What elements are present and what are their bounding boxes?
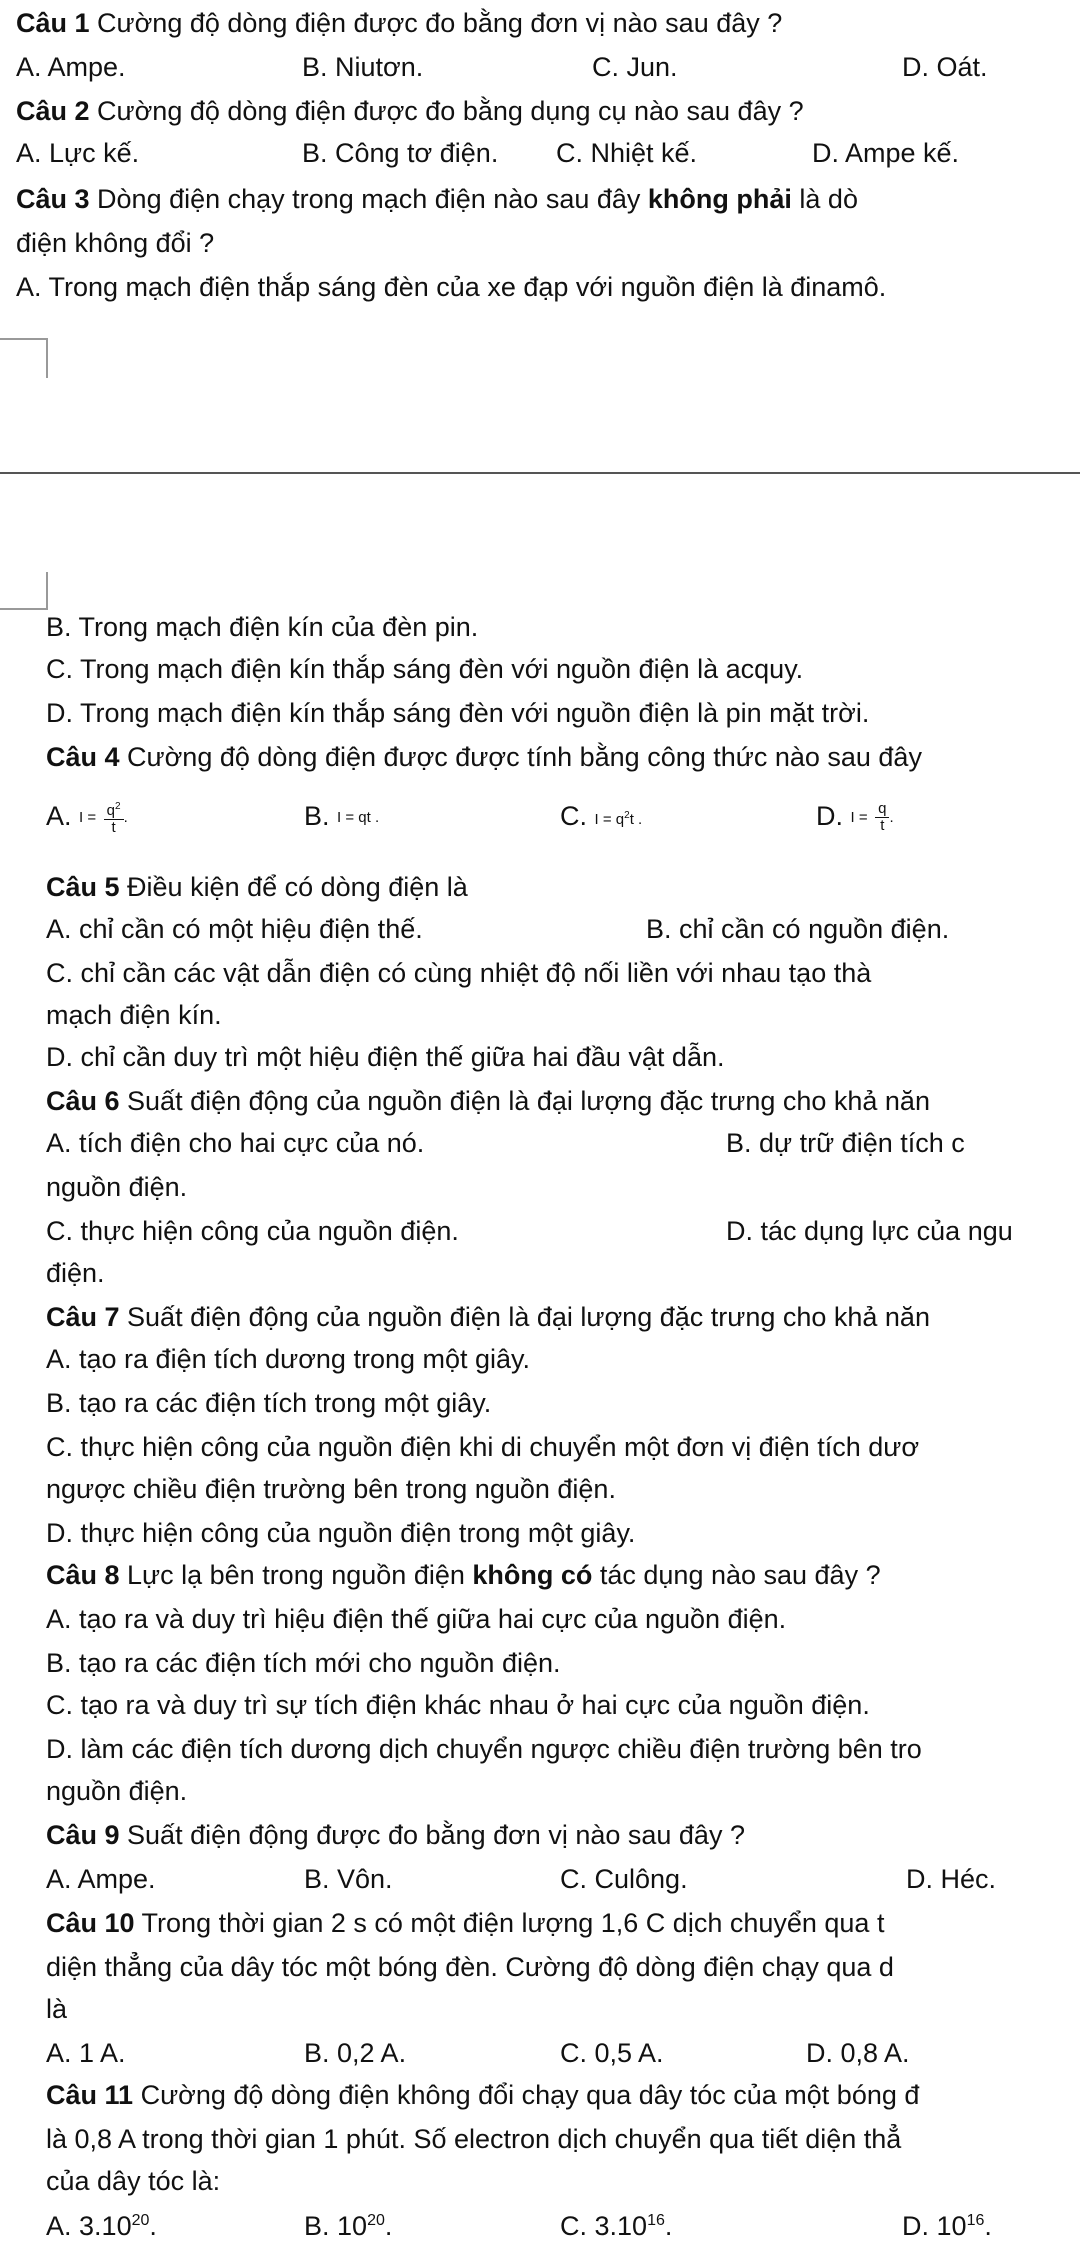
option-a: A. tạo ra và duy trì hiệu điện thế giữa hai cực của nguồn điện. (46, 1604, 787, 1634)
option-c: C. Jun. (592, 52, 678, 82)
option-a: A. Trong mạch điện thắp sáng đèn của xe đạp với nguồn điện là đinamô. (16, 272, 887, 302)
question-text: Cường độ dòng điện được đo bằng đơn vị nào sau đây ? (89, 8, 783, 38)
question-text-end: tác dụng nào sau đây ? (592, 1560, 881, 1590)
question-text: Dòng điện chạy trong mạch điện nào sau đây (89, 184, 648, 214)
option-d: D. $10^{16}$. (902, 2211, 992, 2241)
option-d: D. chỉ cần duy trì một hiệu điện thế giữa hai đầu vật dẫn. (46, 1042, 725, 1072)
question-text: Suất điện động được đo bằng đơn vị nào sau đây ? (119, 1820, 745, 1850)
question-text: Lực lạ bên trong nguồn điện (119, 1560, 473, 1590)
option-d: D. làm các điện tích dương dịch chuyển ngược chiều điện trường bên tro (46, 1734, 922, 1764)
question-3 (16, 182, 858, 216)
option-a: A. I = $\frac{q^2}{t}$ . (46, 801, 128, 837)
option-label: C. (560, 801, 587, 832)
fraction (875, 801, 889, 834)
option-c (560, 796, 642, 840)
option-a: A. Ampe. (16, 52, 126, 82)
option-d: D. I = $\frac{q}{t}$ . (816, 800, 894, 835)
question-text: Điều kiện để có dòng điện là (119, 872, 468, 902)
option-b: B. chỉ cần có nguồn điện. (646, 914, 950, 944)
option-d: D. Héc. (906, 1864, 997, 1894)
option-b: B. tạo ra các điện tích trong một giây. (46, 1388, 492, 1418)
option-c: C. tạo ra và duy trì sự tích điện khác nhau ở hai cực của nguồn điện. (46, 1690, 870, 1720)
question-text: Suất điện động của nguồn điện là đại lượng đặc trưng cho khả năn (119, 1302, 930, 1332)
option-c: C. chỉ cần các vật dẫn điện có cùng nhiệt độ nối liền với nhau tạo thà (46, 958, 872, 988)
formula: I = qt . (337, 808, 380, 826)
question-label: Câu 1 (16, 8, 90, 38)
question-label: Câu 9 (46, 1820, 120, 1850)
emphasis-text: không phải (647, 184, 792, 214)
option-c: C. Nhiệt kế. (556, 138, 698, 168)
option-b: B. Trong mạch điện kín của đèn pin. (46, 612, 479, 642)
option-b: B. Công tơ điện. (302, 138, 499, 168)
option-a: A. tạo ra điện tích dương trong một giây. (46, 1344, 531, 1374)
question-4 (46, 740, 922, 774)
question-7 (46, 1300, 930, 1334)
option-c: C. thực hiện công của nguồn điện. (46, 1216, 459, 1246)
option-d: D. thực hiện công của nguồn điện trong một giây. (46, 1518, 636, 1548)
option-d-line-2: nguồn điện. (46, 1776, 188, 1806)
denominator: t (880, 817, 885, 835)
question-2 (16, 94, 804, 128)
question-text-line-2: diện thẳng của dây tóc một bóng đèn. Cường độ dòng điện chạy qua d (46, 1952, 894, 1982)
formula-lhs: I = (79, 808, 97, 826)
option-b: B. $10^{20}$. (304, 2211, 393, 2241)
question-text: Cường độ dòng điện được được tính bằng công thức nào sau đây (119, 742, 922, 772)
option-d: D. Oát. (902, 52, 988, 82)
question-label: Câu 11 (46, 2080, 134, 2110)
question-text-line-3: là (46, 1994, 68, 2024)
option-c: C. thực hiện công của nguồn điện khi di chuyển một đơn vị điện tích dươ (46, 1432, 920, 1462)
option-a: A. chỉ cần có một hiệu điện thế. (46, 914, 423, 944)
option-a: A. 3.10$^{20}$. (46, 2211, 157, 2241)
question-6 (46, 1084, 930, 1118)
question-text-line-2: điện không đổi ? (16, 228, 215, 258)
question-10 (46, 1906, 884, 1940)
question-text-end: là dò (791, 184, 858, 214)
option-c: C. Trong mạch điện kín thắp sáng đèn với nguồn điện là acquy. (46, 654, 804, 684)
option-d: D. Ampe kế. (812, 138, 960, 168)
question-label: Câu 3 (16, 184, 90, 214)
question-label: Câu 2 (16, 96, 90, 126)
fraction (104, 799, 124, 836)
option-b: B. Niutơn. (302, 52, 424, 82)
formula-lhs: I = (850, 808, 868, 826)
option-c: C. 3.10$^{16}$. (560, 2211, 673, 2241)
option-label: D. (816, 801, 843, 831)
question-text: Cường độ dòng điện được đo bằng dụng cụ nào sau đây ? (89, 96, 804, 126)
option-c-line-2: ngược chiều điện trường bên trong nguồn điện. (46, 1474, 616, 1504)
question-label: Câu 5 (46, 872, 120, 902)
option-d: D. Trong mạch điện kín thắp sáng đèn với nguồn điện là pin mặt trời. (46, 698, 870, 728)
option-d-line-2: điện. (46, 1258, 105, 1288)
option-a: A. Lực kế. (16, 138, 140, 168)
option-a: A. tích điện cho hai cực của nó. (46, 1128, 425, 1158)
question-11 (46, 2078, 919, 2112)
option-a: A. 1 A. (46, 2038, 126, 2068)
emphasis-text: không có (472, 1560, 593, 1590)
question-text: Trong thời gian 2 s có một điện lượng 1,6 C dịch chuyển qua t (134, 1908, 885, 1938)
option-d: D. 0,8 A. (806, 2038, 910, 2068)
option-b: B. 0,2 A. (304, 2038, 407, 2068)
option-b: B. Vôn. (304, 1864, 393, 1894)
question-8 (46, 1558, 881, 1592)
option-d: D. tác dụng lực của ngu (726, 1216, 1013, 1246)
question-text-line-3: của dây tóc là: (46, 2166, 221, 2196)
option-b (304, 796, 379, 838)
question-label: Câu 7 (46, 1302, 120, 1332)
page-divider (0, 472, 1080, 474)
option-b: B. tạo ra các điện tích mới cho nguồn điện. (46, 1648, 561, 1678)
option-c: C. Culông. (560, 1864, 688, 1894)
numerator: q (875, 801, 889, 818)
option-b-line-2: nguồn điện. (46, 1172, 188, 1202)
option-label: A. (46, 801, 72, 831)
question-9 (46, 1818, 745, 1852)
question-text: Suất điện động của nguồn điện là đại lượng đặc trưng cho khả năn (119, 1086, 930, 1116)
question-label: Câu 8 (46, 1560, 120, 1590)
question-1 (16, 6, 782, 40)
option-label: B. (304, 801, 330, 831)
question-text-line-2: là 0,8 A trong thời gian 1 phút. Số electron dịch chuyển qua tiết diện thẳ (46, 2124, 902, 2154)
question-5 (46, 870, 468, 904)
denominator: t (111, 819, 116, 837)
formula: $I = q^2t$ . (594, 810, 643, 828)
question-label: Câu 4 (46, 742, 120, 772)
question-label: Câu 6 (46, 1086, 120, 1116)
page-corner-mark (0, 572, 48, 610)
question-label: Câu 10 (46, 1908, 135, 1938)
option-b: B. dự trữ điện tích c (726, 1128, 965, 1158)
question-text: Cường độ dòng điện không đổi chạy qua dây tóc của một bóng đ (133, 2080, 920, 2110)
option-a: A. Ampe. (46, 1864, 156, 1894)
numerator: $q^2$ (104, 799, 124, 820)
page-corner-mark (0, 338, 48, 378)
option-c: C. 0,5 A. (560, 2038, 664, 2068)
option-c-line-2: mạch điện kín. (46, 1000, 222, 1030)
